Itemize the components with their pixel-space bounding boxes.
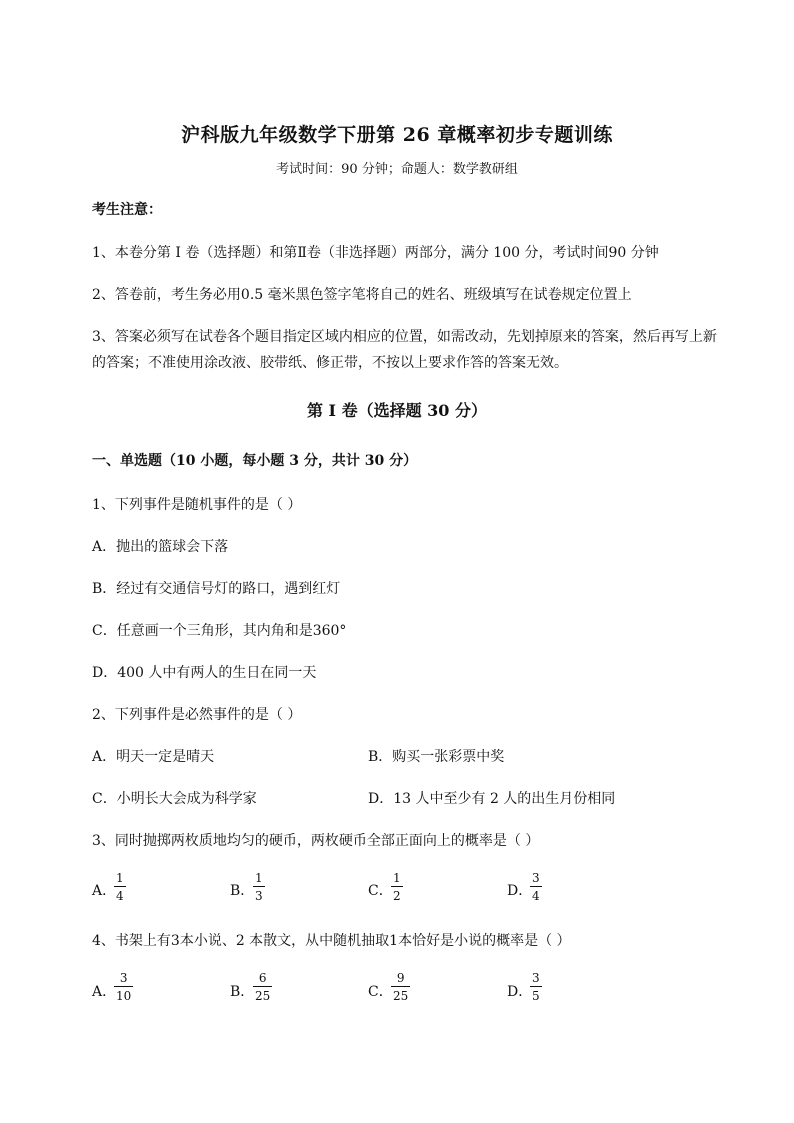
- fraction-numerator: 1: [116, 871, 124, 885]
- fraction-denominator: 3: [255, 889, 263, 903]
- question-1-option-d: D．400 人中有两人的生日在同一天: [92, 665, 317, 681]
- exam-subtitle: 考试时间：90 分钟；命题人：数学教研组: [276, 162, 518, 177]
- question-4-option-c-label: C．: [368, 984, 393, 1000]
- question-3-option-d-fraction: [530, 872, 542, 902]
- notice-heading: 考生注意：: [92, 202, 162, 218]
- notice-item-1: 1、本卷分第 I 卷（选择题）和第Ⅱ卷（非选择题）两部分，满分 100 分，考试时间90 分钟: [92, 245, 659, 261]
- notice-item-3-line-2: 的答案；不准使用涂改液、胶带纸、修正带，不按以上要求作答的答案无效。: [92, 355, 568, 371]
- fraction-denominator: 2: [393, 889, 401, 903]
- question-2-stem: 2、下列事件是必然事件的是（ ）: [92, 707, 302, 723]
- question-4-stem: 4、书架上有3本小说、2 本散文，从中随机抽取1本恰好是小说的概率是（ ）: [92, 933, 571, 949]
- notice-item-2: 2、答卷前，考生务必用0.5 毫米黑色签字笔将自己的姓名、班级填写在试卷规定位置上: [92, 287, 632, 303]
- question-2-option-a: A．明天一定是晴天: [92, 749, 215, 765]
- fraction-numerator: 1: [393, 871, 401, 885]
- question-3-option-d-label: D．: [507, 883, 533, 899]
- question-4-option-c-fraction: [391, 972, 410, 1002]
- question-4-option-a-label: A．: [92, 984, 117, 1000]
- fraction-denominator: 5: [532, 989, 540, 1003]
- fraction-numerator: 9: [396, 971, 405, 985]
- fraction-denominator: 25: [255, 989, 271, 1003]
- question-2-option-b: B．购买一张彩票中奖: [368, 749, 505, 765]
- notice-item-3-line-1: 3、答案必须写在试卷各个题目指定区域内相应的位置，如需改动，先划掉原来的答案，然后再写上新: [92, 329, 717, 345]
- fraction-denominator: 25: [393, 989, 409, 1003]
- question-2-option-c: C．小明长大会成为科学家: [92, 791, 257, 807]
- question-1-option-b: B．经过有交通信号灯的路口，遇到红灯: [92, 581, 341, 597]
- part-heading: 一、单选题（10 小题，每小题 3 分，共计 30 分）: [92, 453, 418, 469]
- question-1-option-c: C．任意画一个三角形，其内角和是360°: [92, 623, 347, 639]
- question-4-option-d-fraction: [530, 972, 542, 1002]
- question-3-option-a-fraction: [114, 872, 126, 902]
- question-3-option-c-label: C．: [368, 883, 393, 899]
- fraction-numerator: 1: [255, 871, 263, 885]
- exam-title: 沪科版九年级数学下册第 26 章概率初步专题训练: [181, 124, 613, 146]
- fraction-denominator: 4: [116, 889, 124, 903]
- question-3-option-a-label: A．: [92, 883, 117, 899]
- question-1-option-a: A．抛出的篮球会下落: [92, 539, 229, 555]
- fraction-denominator: 10: [116, 989, 132, 1003]
- question-4-option-a-fraction: [114, 972, 133, 1002]
- question-4-option-b-fraction: [253, 972, 272, 1002]
- question-3-stem: 3、同时抛掷两枚质地均匀的硬币，两枚硬币全部正面向上的概率是（ ）: [92, 833, 540, 849]
- question-4-option-d-label: D．: [507, 984, 533, 1000]
- fraction-numerator: 3: [532, 971, 540, 985]
- question-1-stem: 1、下列事件是随机事件的是（ ）: [92, 497, 302, 513]
- fraction-numerator: 3: [532, 871, 540, 885]
- fraction-numerator: 3: [119, 971, 128, 985]
- fraction-denominator: 4: [532, 889, 540, 903]
- question-3-option-c-fraction: [391, 872, 403, 902]
- question-3-option-b-fraction: [253, 872, 265, 902]
- question-3-option-b-label: B．: [230, 883, 255, 899]
- question-2-option-d: D．13 人中至少有 2 人的出生月份相同: [368, 791, 616, 807]
- question-4-option-b-label: B．: [230, 984, 255, 1000]
- section-title: 第 I 卷（选择题 30 分）: [306, 401, 488, 420]
- fraction-numerator: 6: [258, 971, 267, 985]
